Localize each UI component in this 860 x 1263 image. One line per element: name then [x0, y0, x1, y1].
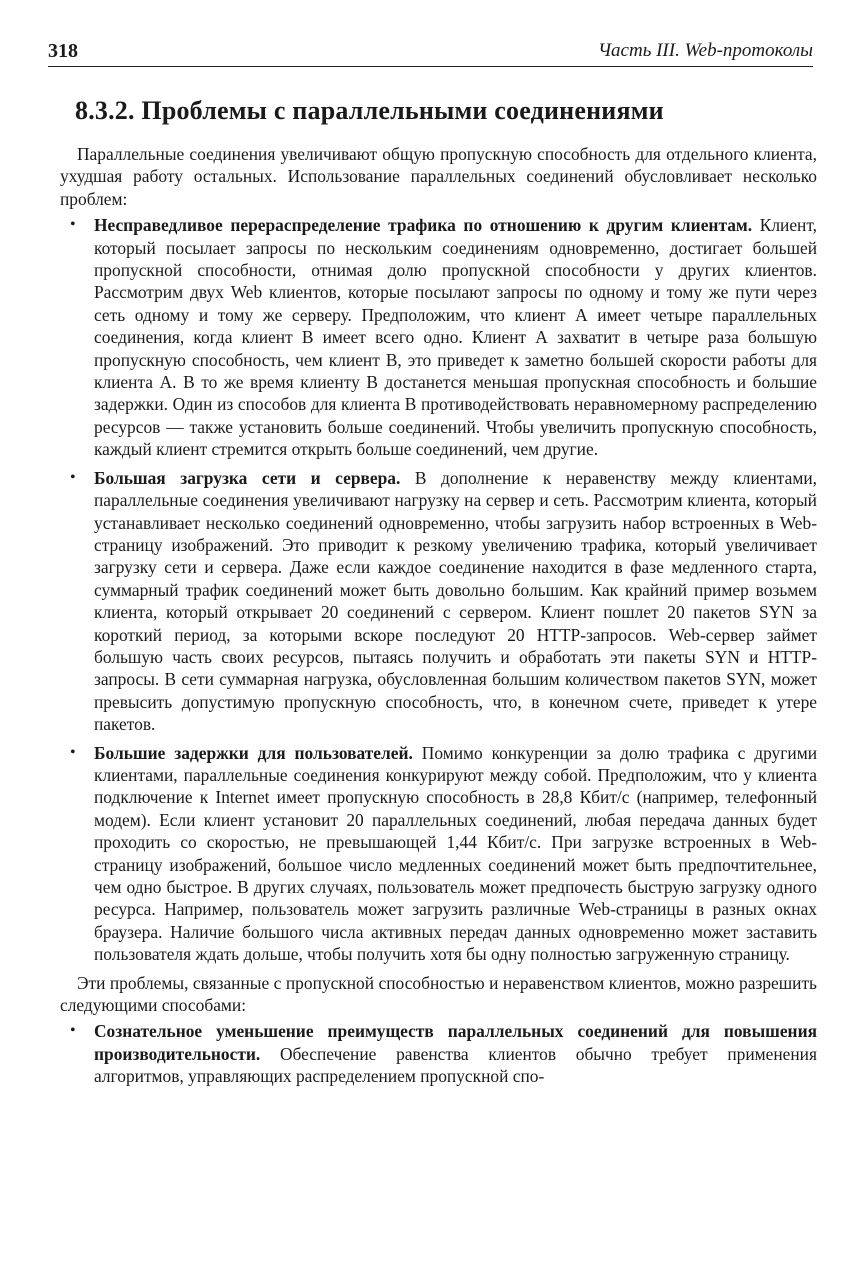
- list-item-text: Клиент, который посылает запросы по нескольким соединениям одновременно, достигает большей пропускной способности, отнимая долю пропускной способности у других клиентов. Рассмотрим двух Web клиентов, которые посылают запросы по одному и тому же пути через сеть одному и тому же серверу. Предположим, что клиент А имеет четыре параллельных соединения, когда клиент В имеет всего одно. Клиент А захватит в четыре раза большую пропускную способность, чем клиент В, это приведет к заметно большей скорости работы для клиента А. В то же время клиенту В достанется меньшая пропускная способность и большие задержки. Один из способов для клиента В противодействовать неравномерному распределению ресурсов — также установить больше соединений. Чтобы увеличить пропускную способность, каждый клиент стремится открыть больше соединений, чем другие.: [94, 215, 817, 460]
- page-number: 318: [48, 40, 78, 62]
- section-title: 8.3.2. Проблемы с параллельными соединениями: [75, 96, 664, 125]
- running-header: [48, 40, 813, 67]
- list-item-user-delays: [60, 742, 817, 966]
- list-item-lead: Сознательное уменьшение преимуществ параллельных соединений для повышения производительности.: [94, 1021, 817, 1064]
- body-text: [60, 143, 817, 1094]
- list-item-lead: Большая загрузка сети и сервера.: [94, 467, 401, 488]
- bullet-icon: •: [70, 216, 76, 234]
- problems-list: [60, 214, 817, 965]
- bullet-icon: •: [70, 1022, 76, 1040]
- list-item-lead: Несправедливое перераспределение трафика по отношению к другим клиентам.: [94, 215, 753, 236]
- list-item-reduce-parallel: [60, 1020, 817, 1087]
- list-item-text: Помимо конкуренции за долю трафика с другими клиентами, параллельные соединения конкурируют между собой. Предположим, что у клиента подключение к Internet имеет пропускную способность в 28,8 Кбит/с (например, телефонный модем). Если клиент установит 20 параллельных соединений, любая передача данных будет проходить со скоростью, не превышающей 1,44 Кбит/с. При загрузке встроенных в Web-страницу изображений, большое число медленных соединений может быть предпочтительнее, чем одно быстрое. В других случаях, пользователь может предпочесть быструю загрузку одного ресурса. Например, пользователь может загрузить различные Web-страницы в разных окнах браузера. Наличие большого числа активных передач данных одновременно может заставить пользователя ждать дольше, чтобы получить хотя бы одну полностью загруженную страницу.: [94, 742, 818, 965]
- running-header-part-title: Часть III. Web-протоколы: [597, 40, 813, 61]
- intro-paragraph: Параллельные соединения увеличивают общую пропускную способность для отдельного клиента, ухудшая работу остальных. Использование параллельных соединений обусловливает несколько проблем:: [60, 144, 817, 209]
- list-item-unfair-traffic: [60, 214, 817, 460]
- list-item-network-load: [60, 467, 817, 736]
- list-item-text: Обеспечение равенства клиентов обычно требует применения алгоритмов, управляющих распределением пропускной спо-: [94, 1043, 817, 1087]
- list-item-lead: Большие задержки для пользователей.: [94, 742, 413, 763]
- solutions-list: [60, 1020, 817, 1087]
- bullet-icon: •: [70, 743, 76, 761]
- list-item-text: В дополнение к неравенству между клиентами, параллельные соединения увеличивают нагрузку на сервер и сеть. Рассмотрим клиента, который устанавливает несколько соединений одновременно, чтобы загрузить набор встроенных в Web-страницу изображений. Это приводит к резкому увеличению трафика, который увеличивает загрузку сети и сервера. Даже если каждое соединение находится в фазе медленного старта, суммарный трафик соединений может быть довольно большим. Как крайний пример возьмем клиента, который открывает 20 соединений с сервером. Клиент пошлет 20 пакетов SYN за короткий период, за которыми вскоре последуют 20 HTTP-запросов. Web-сервер займет большую часть своих ресурсов, пытаясь получить и обработать эти пакеты SYN и HTTP-запросы. В сети суммарная нагрузка, обусловленная большим количеством пакетов SYN, может превысить допустимую пропускную способность, что, в конечном счете, приведет к утере пакетов.: [94, 467, 817, 735]
- bullet-icon: •: [70, 468, 76, 486]
- transition-paragraph: Эти проблемы, связанные с пропускной способностью и неравенством клиентов, можно разрешить следующими способами:: [60, 972, 817, 1016]
